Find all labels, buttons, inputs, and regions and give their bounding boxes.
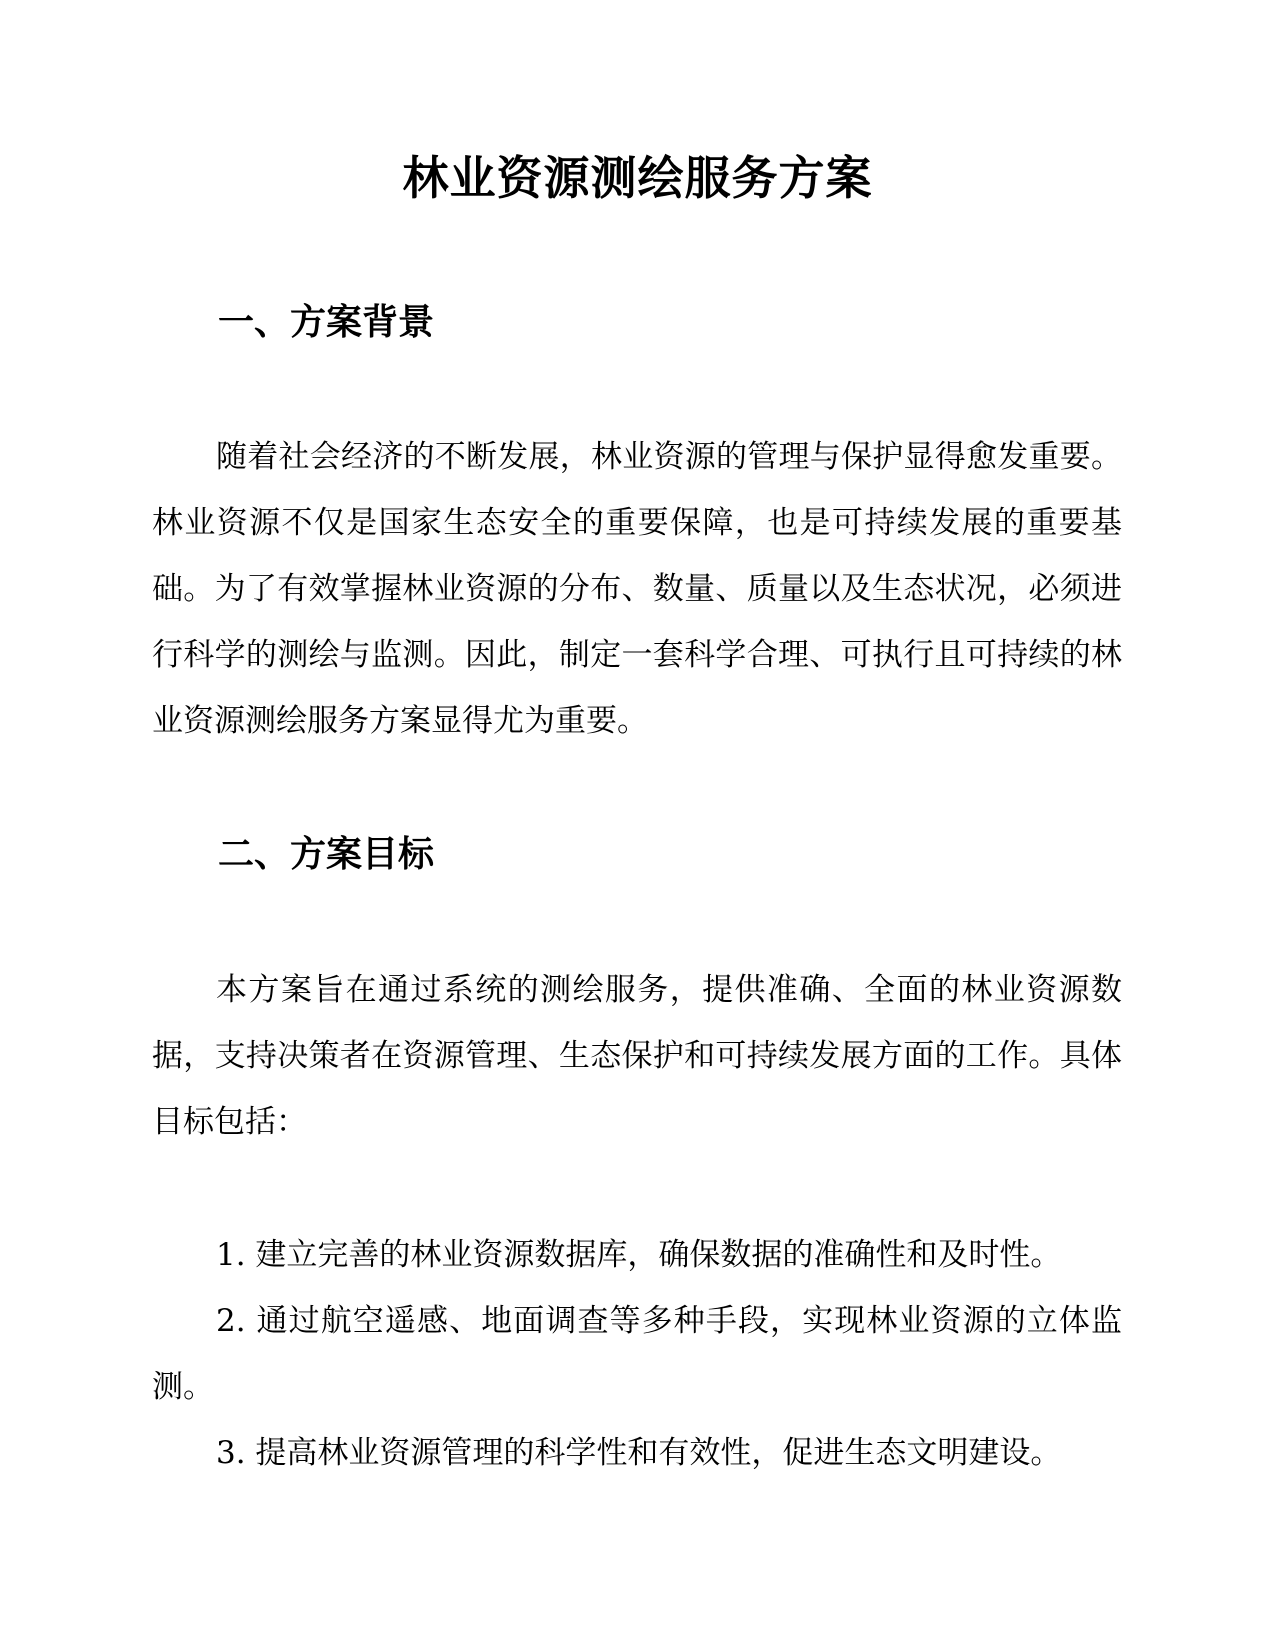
goal-item-1: 1. 建立完善的林业资源数据库，确保数据的准确性和及时性。 <box>216 1237 1062 1273</box>
section-heading-goals: 二、方案目标 <box>218 834 435 875</box>
goals-paragraph: 本方案旨在通过系统的测绘服务，提供准确、全面的林业资源数据，支持决策者在资源管理、生态保护和可持续发展方面的工作。具体目标包括： <box>152 972 1122 1140</box>
background-paragraph: 随着社会经济的不断发展，林业资源的管理与保护显得愈发重要。林业资源不仅是国家生态安全的重要保障，也是可持续发展的重要基础。为了有效掌握林业资源的分布、数量、质量以及生态状况，必须进行科学的测绘与监测。因此，制定一套科学合理、可执行且可持续的林业资源测绘服务方案显得尤为重要。 <box>152 439 1122 739</box>
goal-item-3: 3. 提高林业资源管理的科学性和有效性，促进生态文明建设。 <box>216 1435 1062 1471</box>
document-title: 林业资源测绘服务方案 <box>402 151 873 205</box>
section-heading-background: 一、方案背景 <box>218 302 435 343</box>
goal-item-2: 2. 通过航空遥感、地面调查等多种手段，实现林业资源的立体监测。 <box>152 1303 1122 1405</box>
goals-list <box>152 1222 1122 1486</box>
